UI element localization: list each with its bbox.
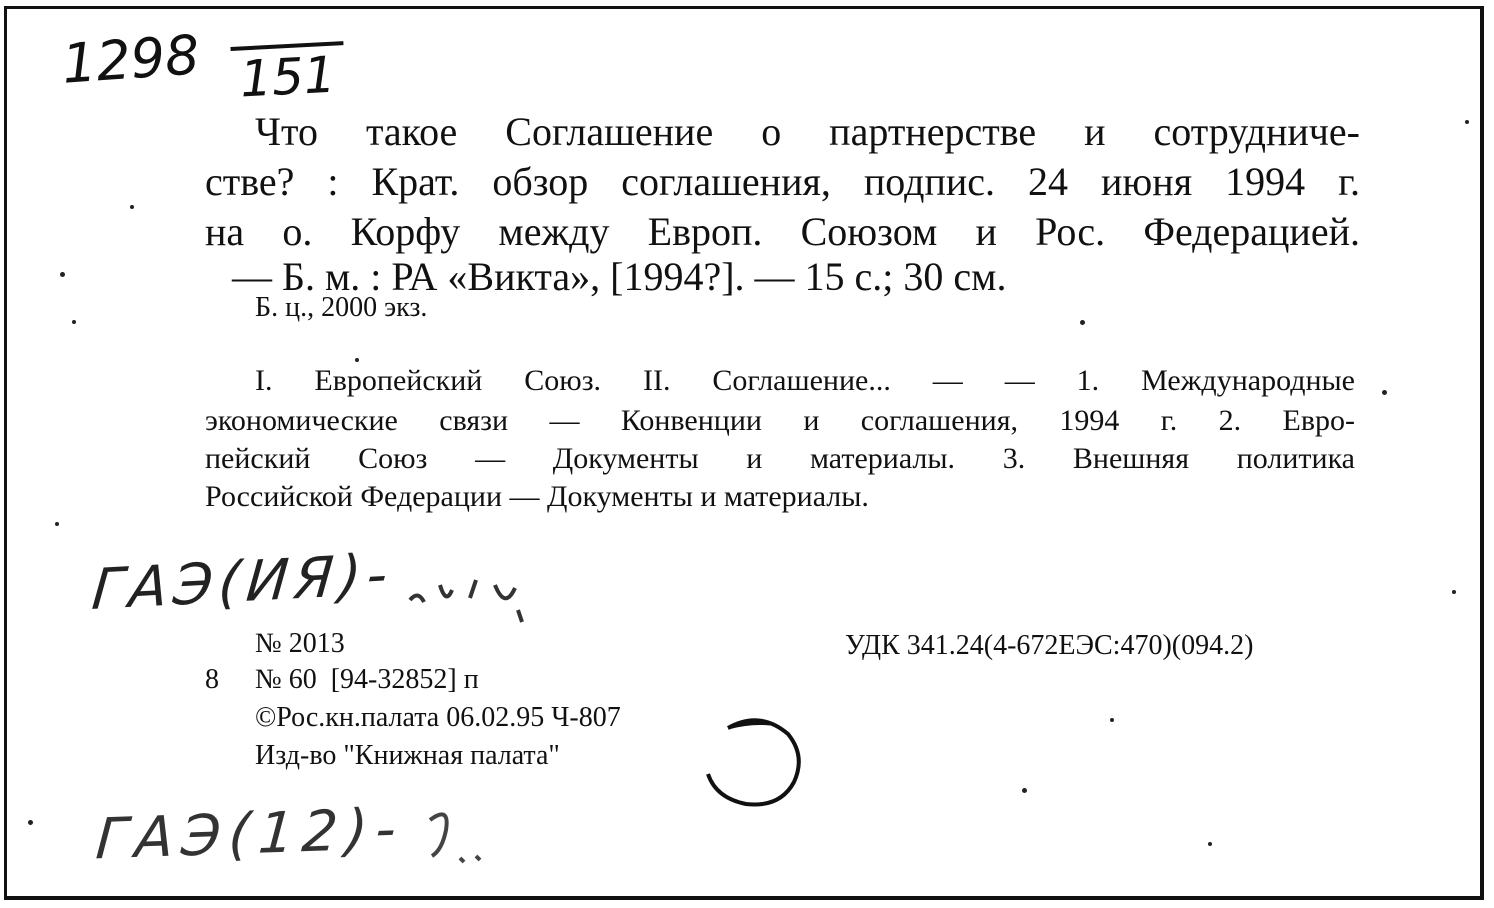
dust-speck (130, 205, 134, 209)
subjects-line-1: I. Европейский Союз. II. Соглашение... — — 1. Международные (255, 364, 1355, 397)
hand-drawn-circle (700, 712, 810, 812)
dust-speck (1110, 718, 1114, 722)
dust-speck (1465, 120, 1469, 124)
leading-digit: 8 (205, 664, 219, 695)
entry-line-2: стве? : Крат. обзор соглашения, подпис. 24 июня 1994 г. (205, 159, 1360, 204)
dust-speck (355, 358, 359, 362)
subjects-line-3: пейский Союз — Документы и материалы. 3. Внешняя политика (205, 442, 1355, 475)
entry-line-3: на о. Корфу между Европ. Союзом и Рос. Федерацией. (205, 209, 1360, 254)
handwritten-call-number-sub: 151 (230, 41, 347, 109)
handwritten-call-number: 1298 (59, 23, 202, 96)
copyright-line: ©Рос.кн.палата 06.02.95 Ч-807 (255, 702, 621, 733)
dust-speck (1452, 590, 1456, 594)
dust-speck (60, 272, 65, 277)
dust-speck (28, 820, 33, 825)
udc-code: УДК 341.24(4-672ЕЭС:470)(094.2) (845, 630, 1254, 661)
subjects-line-4: Российской Федерации — Документы и материалы. (205, 480, 869, 513)
dust-speck (1208, 842, 1212, 846)
dust-speck (55, 522, 59, 526)
entry-line-1: Что такое Соглашение о партнерстве и сотрудниче- (255, 109, 1360, 154)
price-line: Б. ц., 2000 экз. (255, 292, 428, 323)
dust-speck (1022, 788, 1027, 793)
handwritten-scribble-2 (420, 800, 500, 870)
dust-speck (1382, 390, 1387, 395)
dust-speck (72, 320, 76, 324)
card-number: № 2013 (255, 628, 345, 659)
publisher-line: Изд-во "Книжная палата" (255, 740, 560, 771)
subjects-line-2: экономические связи — Конвенции и соглашения, 1994 г. 2. Евро- (205, 404, 1355, 437)
handwritten-shelf-mark-2: ГАЭ(12)- (93, 796, 406, 873)
registration-line: № 60 [94-32852] п (255, 664, 479, 695)
handwritten-scribble-1 (400, 560, 540, 630)
handwritten-shelf-mark-1: ГАЭ(ИЯ)- (89, 541, 396, 624)
entry-line-4: — Б. м. : РА «Викта», [1994?]. — 15 с.; 30 см. (232, 254, 1007, 299)
dust-speck (1080, 320, 1085, 325)
